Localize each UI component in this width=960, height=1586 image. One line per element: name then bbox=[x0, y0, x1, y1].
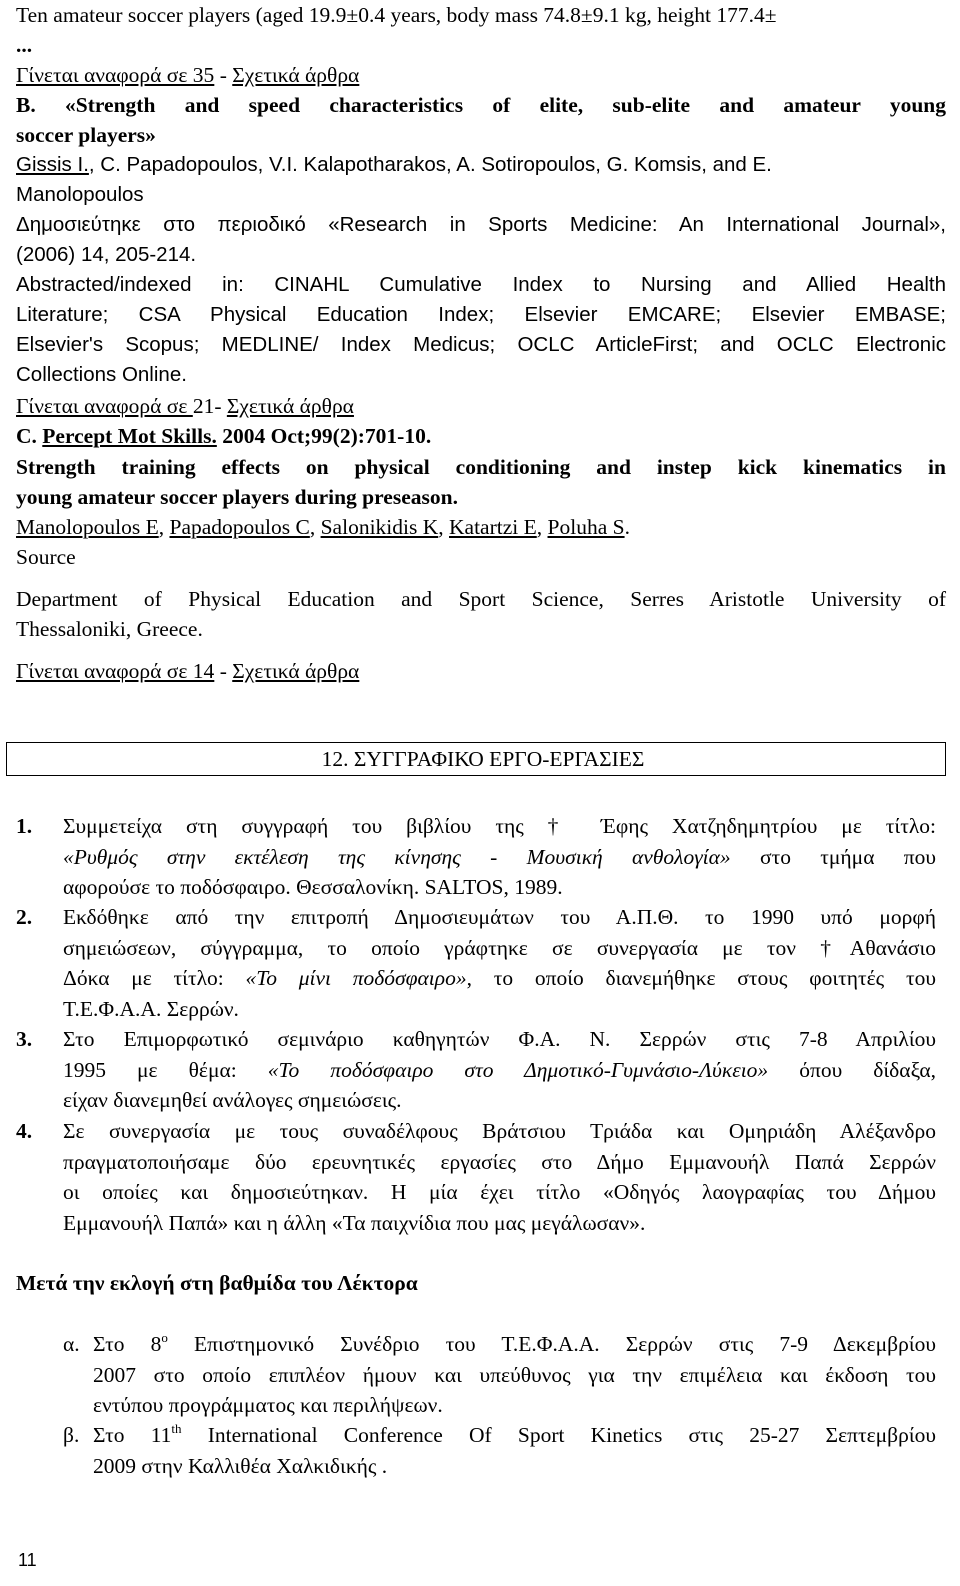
item-text: Στο 8 bbox=[93, 1332, 162, 1356]
author-link[interactable]: Papadopoulos C bbox=[169, 515, 310, 539]
item-text: εντύπου προγράμματος και περιλήψεων. bbox=[93, 1393, 443, 1417]
sep: . bbox=[624, 515, 630, 539]
work-text: Εμμανουήλ Παπά» και η άλλη «Τα παιχνίδια που μας μεγάλωσαν». bbox=[63, 1210, 646, 1235]
author-link[interactable]: Manolopoulos E bbox=[16, 515, 159, 539]
author-link[interactable]: Poluha S bbox=[547, 515, 625, 539]
ordinal-sup: ο bbox=[161, 1330, 168, 1345]
work-text: είχαν διανεμηθεί ανάλογες σημειώσεις. bbox=[63, 1088, 402, 1112]
work-number: 1. bbox=[16, 814, 33, 838]
ellipsis bbox=[16, 30, 946, 61]
item-text: Στο 11 bbox=[93, 1423, 172, 1447]
work-text: Δόκα με τίτλο: bbox=[63, 966, 246, 990]
authors-text: Manolopoulos bbox=[16, 183, 144, 206]
paper-b-abstracted bbox=[16, 360, 946, 391]
ellipsis-text: ... bbox=[16, 33, 33, 57]
department-text: Department of Physical Education and Sport Science, Serres Aristotle University of bbox=[16, 587, 946, 611]
work-text: όπου δίδαξα, bbox=[768, 1057, 936, 1082]
abstracted-text: Abstracted/indexed in: CINAHL Cumulative Index to Nursing and Allied Health bbox=[16, 273, 946, 296]
paper-b-abstracted bbox=[16, 270, 946, 301]
related-articles-link[interactable]: Σχετικά άρθρα bbox=[226, 394, 354, 418]
paper-b-title bbox=[16, 90, 946, 121]
item-text: 2007 στο οποίο επιπλέον ήμουν και υπεύθυνος για την επιμέλεια και έκδοση του bbox=[93, 1362, 936, 1387]
department-text: Thessaloniki, Greece. bbox=[16, 617, 203, 641]
work-item-1 bbox=[63, 811, 936, 903]
paper-title-text: «Strength and speed characteristics of elite, sub-elite and amateur young bbox=[65, 93, 947, 117]
author-link[interactable]: Gissis I. bbox=[16, 153, 89, 176]
paper-c-title-cont bbox=[16, 482, 946, 513]
paper-c-department-cont bbox=[16, 614, 946, 645]
work-text: , το οποίο διανεμήθηκε στους φοιτητές του bbox=[466, 966, 936, 990]
sep: , bbox=[438, 515, 450, 539]
work-text: Εκδόθηκε από την επιτροπή Δημοσιευμάτων του Α.Π.Θ. το 1990 υπό μορφή bbox=[63, 905, 936, 929]
paper-c-department bbox=[16, 584, 946, 615]
work-text: 1995 με θέμα: bbox=[63, 1057, 268, 1082]
paper-title-text: Strength training effects on physical conditioning and instep kick kinematics in bbox=[16, 455, 946, 479]
work-item-3 bbox=[63, 1024, 936, 1116]
lecturer-heading bbox=[16, 1268, 946, 1299]
journal-link[interactable]: Percept Mot Skills. bbox=[42, 424, 217, 448]
paper-c-title bbox=[16, 452, 946, 483]
lecturer-heading-text: Μετά την εκλογή στη βαθμίδα του Λέκτορα bbox=[16, 1271, 418, 1295]
work-number: 2. bbox=[16, 905, 33, 929]
paper-b-title-cont bbox=[16, 120, 946, 151]
intro-line bbox=[16, 0, 946, 31]
work-text: σημειώσεων, σύγγραμμα, το οποίο γράφτηκε σε συνεργασία με τον †Αθανάσιο bbox=[63, 935, 936, 960]
journal-issue: 2004 Oct;99(2):701-10. bbox=[216, 424, 432, 448]
paper-label: C. bbox=[16, 424, 37, 448]
paper-b-abstracted bbox=[16, 330, 946, 361]
work-text: οι οποίες και δημοσιεύτηκαν. Η μία έχει τίτλο «Οδηγός λαογραφίας του Δήμου bbox=[63, 1180, 936, 1204]
sep: , bbox=[158, 515, 170, 539]
abstracted-text: Literature; CSA Physical Education Index; Elsevier EMCARE; Elsevier EMBASE; bbox=[16, 303, 946, 326]
abstracted-text: Elsevier's Scopus; MEDLINE/ Index Medicus; OCLC ArticleFirst; and OCLC Electronic bbox=[16, 333, 946, 356]
work-text: Στο Επιμορφωτικό σεμινάριο καθηγητών Φ.Α. Ν. Σερρών στις 7-8 Απριλίου bbox=[63, 1027, 936, 1051]
sep: - bbox=[214, 63, 233, 87]
section-heading-box bbox=[6, 742, 946, 776]
sep: , bbox=[309, 515, 321, 539]
item-text: Επιστημονικό Συνέδριο του Τ.Ε.Φ.Α.Α. Σερρών στις 7-9 Δεκεμβρίου bbox=[167, 1332, 937, 1356]
work-text: στο τμήμα που bbox=[730, 844, 937, 869]
paper-title-text: soccer players» bbox=[16, 123, 156, 147]
page-number: 11 bbox=[18, 1550, 37, 1570]
item-text: International Conference Of Sport Kinetics στις 25-27 Σεπτεμβρίου bbox=[181, 1423, 936, 1447]
cited-by-link[interactable]: Γίνεται αναφορά σε 14 bbox=[16, 659, 215, 683]
source-text: Source bbox=[16, 545, 76, 569]
work-text: Σε συνεργασία με τους συναδέλφους Βράτσιου Τριάδα και Ομηριάδη Αλέξανδρο bbox=[63, 1119, 936, 1143]
author-link[interactable]: Salonikidis K bbox=[320, 515, 439, 539]
item-text: 2009 στην Καλλιθέα Χαλκιδικής . bbox=[93, 1453, 388, 1478]
abstracted-text: Collections Online. bbox=[16, 363, 187, 386]
paper-label: B. bbox=[16, 93, 36, 117]
related-articles-link[interactable]: Σχετικά άρθρα bbox=[232, 63, 360, 87]
paper-title-text: young amateur soccer players during preseason. bbox=[16, 485, 458, 509]
paper-b-abstracted bbox=[16, 300, 946, 331]
ordinal-sup: th bbox=[171, 1421, 182, 1436]
lecturer-item-b bbox=[93, 1420, 936, 1481]
section-heading: 12. ΣΥΓΓΡΑΦΙΚΟ ΕΡΓΟ-ΕΡΓΑΣΙΕΣ bbox=[321, 747, 645, 771]
book-title: «Το μίνι ποδόσφαιρο» bbox=[245, 966, 467, 990]
lecturer-item-a bbox=[93, 1329, 936, 1421]
intro-text: Ten amateur soccer players (aged 19.9±0.4 years, body mass 74.8±9.1 kg, height 177.4± bbox=[16, 3, 777, 27]
book-title: «Ρυθμός στην εκτέλεση της κίνησης - Μουσική ανθολογία» bbox=[63, 844, 731, 869]
work-text: Συμμετείχα στη συγγραφή του βιβλίου της † Έφης Χατζηδημητρίου με τίτλο: bbox=[63, 814, 936, 838]
cited-count: 21 bbox=[192, 394, 215, 418]
seminar-title: «Το ποδόσφαιρο στο Δημοτικό-Γυμνάσιο-Λύκειο» bbox=[267, 1057, 769, 1082]
publication-text: (2006) 14, 205-214. bbox=[16, 243, 197, 266]
author-link[interactable]: Katartzi E bbox=[449, 515, 537, 539]
item-label: α. bbox=[63, 1332, 80, 1356]
item-label: β. bbox=[63, 1423, 80, 1447]
work-text: Τ.Ε.Φ.Α.Α. Σερρών. bbox=[63, 996, 239, 1021]
work-item-2 bbox=[63, 902, 936, 1024]
paper-b-publication bbox=[16, 210, 946, 241]
work-text: πραγματοποιήσαμε δύο ερευνητικές εργασίες στο Δήμο Εμμανουήλ Παπά Σερρών bbox=[63, 1149, 936, 1174]
sep: - bbox=[214, 394, 227, 418]
citation-line bbox=[16, 656, 946, 687]
cited-by-link[interactable]: Γίνεται αναφορά σε 35 bbox=[16, 63, 215, 87]
paper-b-publication-cont bbox=[16, 240, 946, 271]
work-number: 3. bbox=[16, 1027, 33, 1051]
related-articles-link[interactable]: Σχετικά άρθρα bbox=[232, 659, 360, 683]
citation-line bbox=[16, 60, 946, 91]
paper-b-authors-cont bbox=[16, 180, 946, 211]
publication-text: Δημοσιεύτηκε στο περιοδικό «Research in Sports Medicine: An International Journal», bbox=[16, 213, 946, 236]
work-number: 4. bbox=[16, 1119, 33, 1143]
work-text: αφορούσε το ποδόσφαιρο. Θεσσαλονίκη. SALTOS, 1989. bbox=[63, 875, 563, 899]
paper-c-journal bbox=[16, 421, 946, 452]
citation-line bbox=[16, 391, 946, 422]
work-item-4 bbox=[63, 1116, 936, 1238]
sep: , bbox=[536, 515, 548, 539]
paper-c-authors bbox=[16, 512, 946, 543]
cited-by-link[interactable]: Γίνεται αναφορά σε bbox=[16, 394, 193, 418]
source-label bbox=[16, 542, 946, 573]
authors-text: , C. Papadopoulos, V.I. Kalapotharakos, A. Sotiropoulos, G. Komsis, and E. bbox=[88, 153, 772, 176]
paper-b-authors bbox=[16, 150, 946, 181]
sep: - bbox=[214, 659, 233, 683]
